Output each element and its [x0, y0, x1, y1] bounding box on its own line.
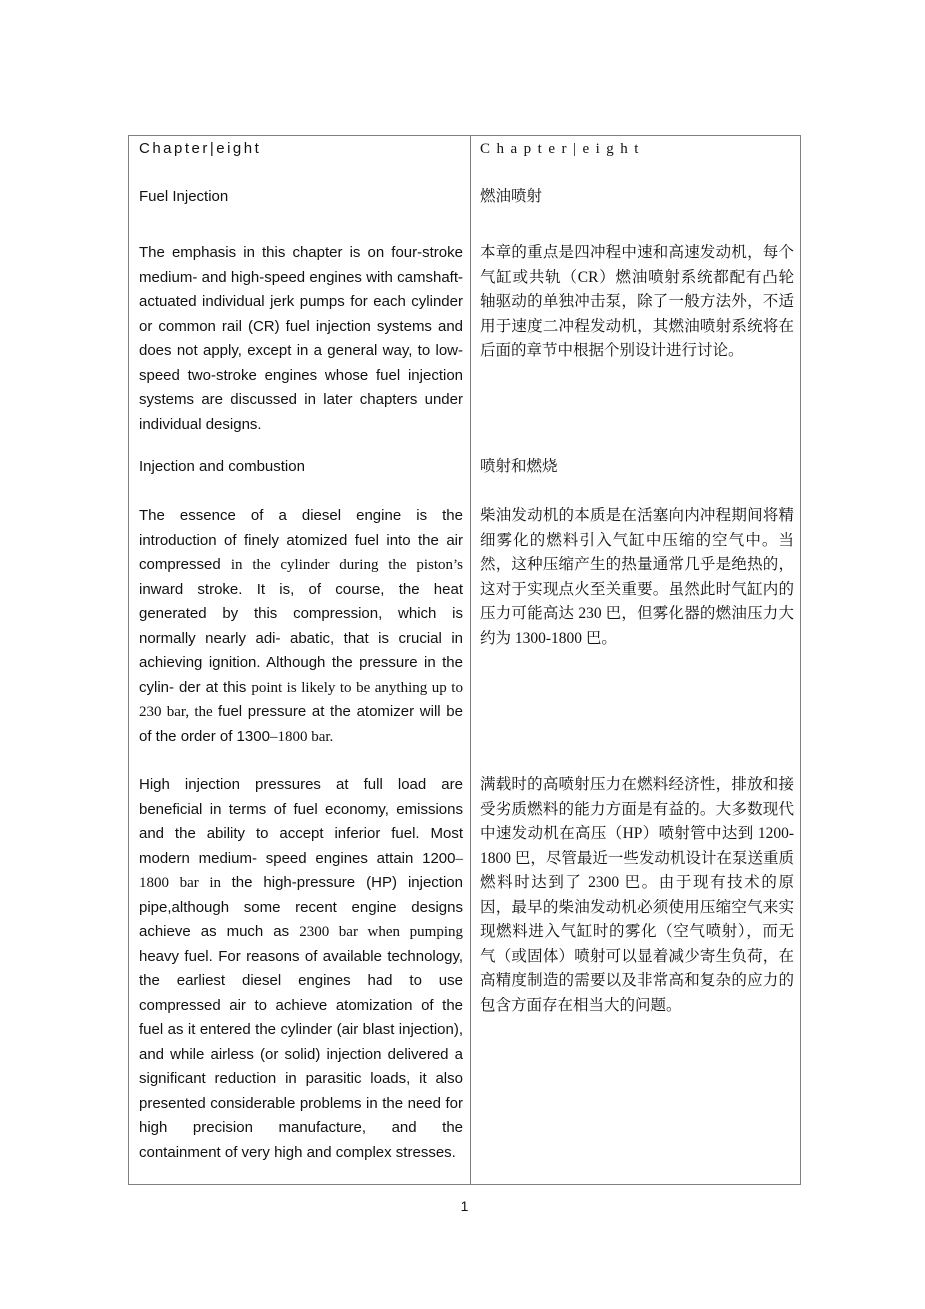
para-essence-en: The essence of a diesel engine is the introduction of finely atomized fuel into the air compressed in the cylinder during the piston’s inward stroke. It is, of course, the heat generated by this compression, which is normally nearly adi- abatic, that is crucial in achieving ignition. Although the pressure in the cylin- der at this point is likely to be anything up to 230 bar, the fuel pressure at the atomizer will be of the order of 1300–1800 bar. [139, 507, 463, 745]
heading-injection-cell-zh [470, 454, 800, 503]
translation-table [128, 135, 801, 1185]
page-number: 1 [460, 1198, 469, 1214]
para-essence-zh: 柴油发动机的本质是在活塞向内冲程期间将精细雾化的燃料引入气缸中压缩的空气中。当然，这种压缩产生的热量通常几乎是绝热的，这对于实现点火至关重要。虽然此时气缸内的压力可能高达 230 巴，但雾化器的燃油压力大约为 1300-1800 巴。 [480, 507, 794, 647]
section-title-en: Fuel Injection [139, 188, 229, 205]
para-pressure-cell-en [129, 772, 470, 1184]
heading-injection-zh: 喷射和燃烧 [480, 458, 558, 475]
section-title-cell-en [129, 184, 470, 240]
heading-injection-cell-en [129, 454, 470, 503]
chapter-heading-cell-en [129, 136, 470, 184]
para-scope-cell-zh [470, 240, 800, 454]
chapter-heading-en: Chapter|eight [139, 140, 262, 157]
para-scope-cell-en [129, 240, 470, 454]
para-essence-cell-en [129, 503, 470, 772]
section-title-cell-zh [470, 184, 800, 240]
heading-injection-en: Injection and combustion [139, 458, 305, 475]
section-title-zh: 燃油喷射 [480, 188, 543, 205]
chapter-heading-zh: Chapter|eight [480, 141, 645, 157]
para-pressure-zh: 满载时的高喷射压力在燃料经济性，排放和接受劣质燃料的能力方面是有益的。大多数现代中速发动机在高压（HP）喷射管中达到 1200-1800 巴，尽管最近一些发动机设计在泵送重质燃料时达到了 2300 巴。由于现有技术的原因，最早的柴油发动机必须使用压缩空气来实现燃料进入气缸时的雾化（空气喷射），而无气（或固体）喷射可以显着减少寄生负荷，在高精度制造的需要以及非常高和复杂的应力的包含方面存在相当大的问题。 [480, 776, 794, 1014]
para-pressure-cell-zh [470, 772, 800, 1184]
para-scope-en: The emphasis in this chapter is on four-stroke medium- and high-speed engines with camshaft-actuated individual jerk pumps for each cylinder or common rail (CR) fuel injection systems and does not apply, except in a general way, to low-speed two-stroke engines whose fuel injection systems are discussed in later chapters under individual designs. [139, 244, 463, 433]
para-essence-cell-zh [470, 503, 800, 772]
chapter-heading-cell-zh [470, 136, 800, 184]
para-scope-zh: 本章的重点是四冲程中速和高速发动机，每个气缸或共轨（CR）燃油喷射系统都配有凸轮轴驱动的单独冲击泵，除了一般方法外，不适用于速度二冲程发动机，其燃油喷射系统将在后面的章节中根据个别设计进行讨论。 [480, 244, 794, 359]
para-pressure-en: High injection pressures at full load are beneficial in terms of fuel economy, emissions and the ability to accept inferior fuel. Most modern medium- speed engines attain 1200–1800 bar in the high-pressure (HP) injection pipe,although some recent engine designs achieve as much as 2300 bar when pumping heavy fuel. For reasons of available technology, the earliest diesel engines had to use compressed air to achieve atomization of the fuel as it entered the cylinder (air blast injection), and while airless (or solid) injection delivered a significant reduction in parasitic loads, it also presented considerable problems in the need for high precision manufacture, and the containment of very high and complex stresses. [139, 776, 463, 1161]
